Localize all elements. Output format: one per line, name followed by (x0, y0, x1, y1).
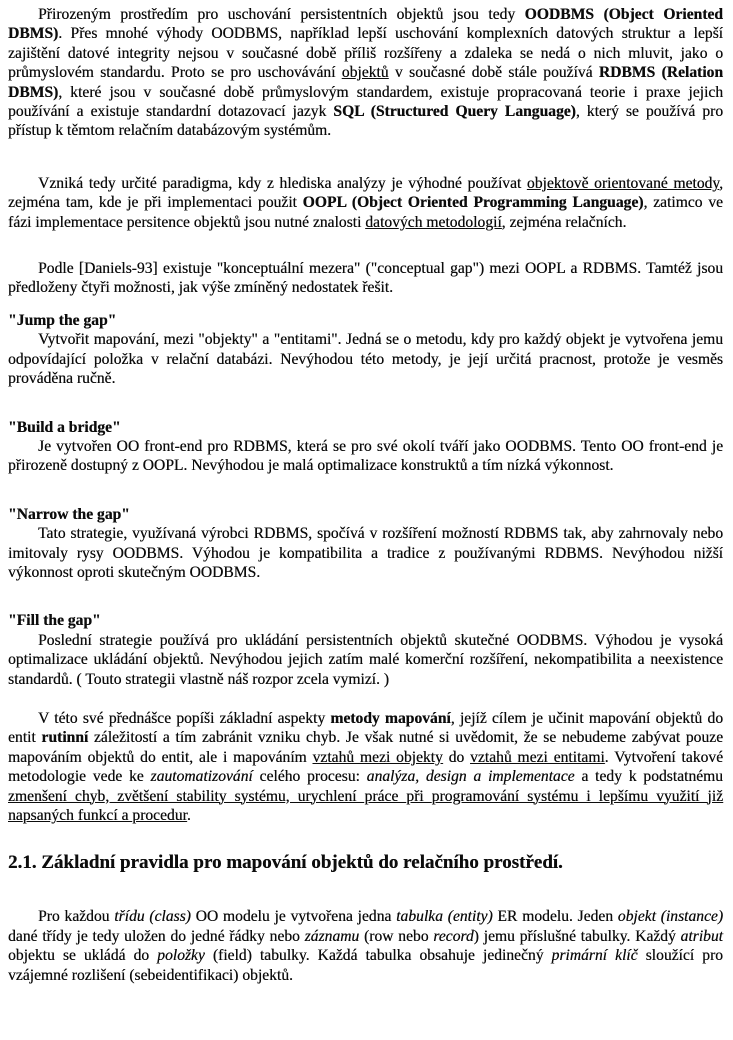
heading-build-a-bridge: "Build a bridge" (8, 418, 121, 436)
paragraph-paradigm: Vzniká tedy určité paradigma, kdy z hlediska analýzy je výhodné používat objektově orientované metody, zejména tam, kde je při implementaci použit OOPL (Object Oriented Programming Language), zatimco ve fázi implementace persitence objektů jsou nutné znalosti datových metodologií, zejména relačních. (8, 174, 723, 231)
heading-jump-the-gap: "Jump the gap" (8, 311, 117, 329)
paragraph-mapping-method-summary: V této své přednášce popíši základní aspekty metody mapování, jejíž cílem je učinit mapování objektů do entit rutinní záležitostí a tím zabránit vzniku chyb. Je však nutné si uvědomit, že se nebudeme zabývat pouze mapováním objektů do entit, ale i mapováním vztahů mezi objekty do vztahů mezi entitami. Vytvoření takové metodologie vede ke zautomatizování celého procesu: analýza, design a implementace a tedy k podstatnému zmenšení chyb, zvětšení stability systému, urychlení práce při programování systému i lepšímu využití již napsaných funkcí a procedur. (8, 709, 723, 824)
paragraph-fill-the-gap: Poslední strategie používá pro ukládání persistentních objektů skutečné OODBMS. Výhodou je vysoká optimalizace ukládání objektů. Nevýhodou jejich zatím malé komerční rozšíření, nekompatibilita a neexistence standardů. ( Touto strategii vlastně náš rozpor zcela vymizí. ) (8, 631, 723, 688)
paragraph-mapping-rules: Pro každou třídu (class) OO modelu je vytvořena jedna tabulka (entity) ER modelu. Jeden objekt (instance) dané třídy je tedy uložen do jedné řádky nebo záznamu (row nebo record) jemu příslušné tabulky. Každý atribut objektu se ukládá do položky (field) tabulky. Každá tabulka obsahuje jedinečný primární klíč sloužící pro vzájemné rozlišení (sebeidentifikaci) objektů. (8, 908, 724, 984)
paragraph-narrow-the-gap: Tato strategie, využívaná výrobci RDBMS, spočívá v rozšíření možností RDBMS tak, aby zahrnovaly nebo imitovaly rysy OODBMS. Výhodou je kompatibilita a tradice z používanými RDBMS. Nevýhodou nižší výkonnost oproti skutečným OODBMS. (8, 525, 723, 581)
section-heading-2-1: 2.1. Základní pravidla pro mapování objektů do relačního prostředí. (8, 852, 563, 874)
paragraph-daniels-93: Podle [Daniels-93] existuje "konceptuální mezera" ("conceptual gap") mezi OOPL a RDBMS. Tamtéž jsou předloženy čtyři možnosti, jak výše zmíněný nedostatek řešit. (8, 260, 723, 297)
heading-fill-the-gap: "Fill the gap" (8, 612, 101, 630)
paragraph-build-a-bridge: Je vytvořen OO front-end pro RDBMS, která se pro své okolí tváří jako OODBMS. Tento OO front-end je přirozeně dostupný z OOPL. Nevýhodou je malá optimalizace konstruktů a tím nízká výkonnost. (8, 437, 723, 475)
paragraph-jump-the-gap: Vytvořit mapování, mezi "objekty" a "entitami". Jedná se o metodu, kdy pro každý objekt je vytvořena jemu odpovídající položka v relační databázi. Nevýhodou této metody, je její určitá pracnost, protože je vesměs prováděna ručně. (8, 331, 723, 388)
heading-narrow-the-gap: "Narrow the gap" (8, 505, 130, 523)
paragraph-intro-oodbms-rdbms: Přirozeným prostředím pro uschování persistentních objektů jsou tedy OODBMS (Object Oriented DBMS). Přes mnohé výhody OODBMS, například lepší uschování komplexních datových struktur a lepší zajištění datové integrity nejsou v současné době příliš rozšířeny a zdaleka se nedá o nich mluvit, jako o průmyslovém standardu. Proto se pro uschovávání objektů v současné době stále používá RDBMS (Relation DBMS), které jsou v současné době průmyslovým standardem, existuje propracovaná teorie i praxe jejich používání a existuje standardní dotazovací jazyk SQL (Structured Query Language), který se používá pro přístup k těmtom relačním databázovým systémům. (8, 6, 724, 140)
